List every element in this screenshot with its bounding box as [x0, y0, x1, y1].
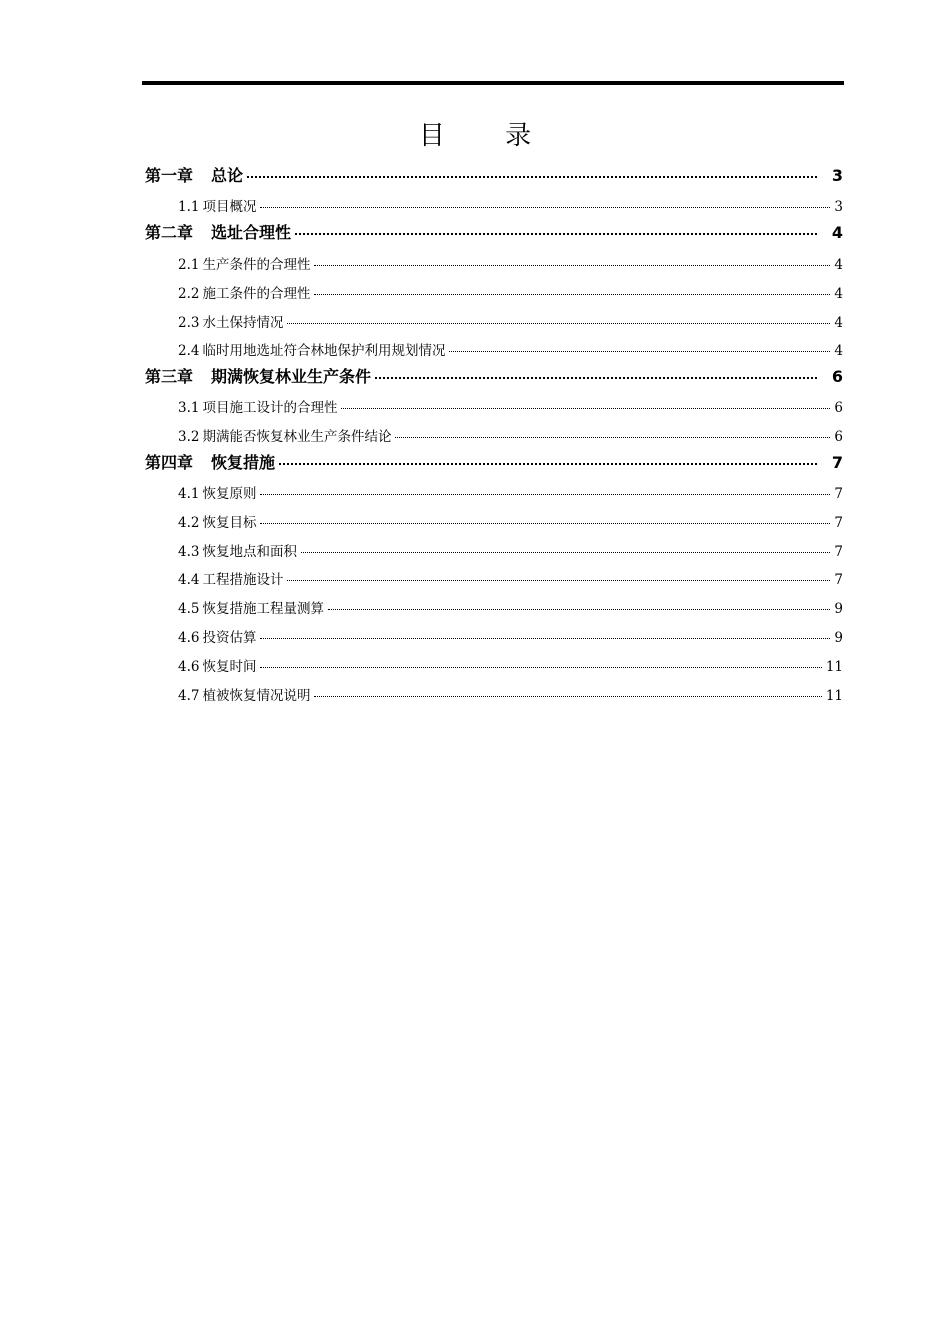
entry-title: 施工条件的合理性	[202, 285, 311, 302]
entry-title: 水土保持情况	[202, 314, 284, 331]
entry-number: 2.1	[178, 256, 200, 273]
dot-leader	[287, 566, 830, 581]
toc-entry-section-4-5[interactable]	[145, 598, 843, 618]
toc-entry-section-4-3[interactable]	[145, 541, 843, 561]
entry-page: 4	[834, 256, 843, 273]
entry-number: 4.1	[178, 485, 200, 502]
toc-entry-section-4-6b[interactable]	[145, 656, 843, 676]
entry-number: 2.3	[178, 314, 200, 331]
entry-title: 生产条件的合理性	[202, 256, 311, 273]
toc-entry-chapter-2[interactable]	[145, 220, 843, 244]
entry-page: 6	[831, 367, 843, 386]
dot-leader	[314, 682, 821, 697]
header-rule	[142, 81, 844, 85]
entry-title: 恢复措施	[211, 453, 276, 472]
entry-number: 4.4	[178, 571, 200, 588]
entry-title: 期满能否恢复林业生产条件结论	[202, 428, 392, 445]
entry-title: 期满恢复林业生产条件	[211, 367, 372, 386]
toc-entry-section-2-2[interactable]	[145, 283, 843, 303]
dot-leader	[279, 447, 817, 465]
entry-title: 工程措施设计	[202, 571, 284, 588]
toc-title: 目 录	[418, 121, 558, 151]
dot-leader	[301, 538, 830, 553]
toc-entry-chapter-1[interactable]	[145, 163, 843, 187]
entry-number: 2.4	[178, 342, 200, 359]
dot-leader	[260, 480, 830, 495]
entry-page: 9	[834, 629, 843, 646]
toc-entry-section-4-4[interactable]	[145, 569, 843, 589]
dot-leader	[314, 280, 830, 295]
toc-entry-chapter-3[interactable]	[145, 364, 843, 388]
entry-title: 总论	[211, 166, 244, 185]
entry-number: 第三章	[145, 367, 194, 386]
toc-entry-section-2-4[interactable]	[145, 340, 843, 360]
entry-number: 第四章	[145, 453, 194, 472]
entry-title: 恢复目标	[202, 514, 257, 531]
entry-page: 11	[825, 658, 843, 675]
dot-leader	[260, 624, 830, 639]
entry-number: 4.3	[178, 543, 200, 560]
entry-page: 9	[834, 600, 843, 617]
entry-number: 第二章	[145, 223, 194, 242]
entry-number: 2.2	[178, 285, 200, 302]
toc-entry-section-3-2[interactable]	[145, 426, 843, 446]
dot-leader	[314, 251, 830, 266]
toc-entry-section-2-3[interactable]	[145, 312, 843, 332]
entry-page: 11	[825, 687, 843, 704]
dot-leader	[295, 217, 817, 235]
entry-title: 恢复地点和面积	[202, 543, 297, 560]
toc-entry-section-4-1[interactable]	[145, 483, 843, 503]
entry-page: 4	[834, 314, 843, 331]
dot-leader	[375, 361, 817, 379]
dot-leader	[328, 595, 830, 610]
entry-page: 3	[831, 166, 843, 185]
entry-page: 7	[834, 514, 843, 531]
entry-page: 7	[834, 485, 843, 502]
dot-leader	[341, 394, 830, 409]
entry-title: 恢复措施工程量测算	[202, 600, 324, 617]
entry-page: 4	[831, 223, 843, 242]
entry-number: 4.7	[178, 687, 200, 704]
entry-number: 1.1	[178, 198, 200, 215]
toc-entry-section-3-1[interactable]	[145, 397, 843, 417]
dot-leader	[260, 653, 821, 668]
entry-page: 4	[834, 342, 843, 359]
toc-entry-section-2-1[interactable]	[145, 254, 843, 274]
dot-leader	[260, 509, 830, 524]
dot-leader	[395, 423, 830, 438]
dot-leader	[247, 160, 817, 178]
dot-leader	[449, 337, 830, 352]
entry-title: 恢复时间	[202, 658, 257, 675]
entry-number: 4.5	[178, 600, 200, 617]
entry-title: 投资估算	[202, 629, 257, 646]
entry-page: 6	[834, 428, 843, 445]
entry-number: 4.6	[178, 629, 200, 646]
entry-page: 3	[834, 198, 843, 215]
entry-number: 4.2	[178, 514, 200, 531]
entry-page: 6	[834, 399, 843, 416]
entry-title: 恢复原则	[202, 485, 257, 502]
toc-entry-section-4-6[interactable]	[145, 627, 843, 647]
toc-entry-section-4-2[interactable]	[145, 512, 843, 532]
entry-page: 7	[834, 543, 843, 560]
entry-number: 3.2	[178, 428, 200, 445]
entry-title: 项目施工设计的合理性	[202, 399, 338, 416]
dot-leader	[287, 309, 830, 324]
entry-title: 选址合理性	[211, 223, 292, 242]
entry-number: 3.1	[178, 399, 200, 416]
entry-page: 7	[831, 453, 843, 472]
entry-page: 7	[834, 571, 843, 588]
toc-entry-chapter-4[interactable]	[145, 450, 843, 474]
entry-page: 4	[834, 285, 843, 302]
entry-title: 临时用地选址符合林地保护利用规划情况	[202, 342, 446, 359]
toc-entry-section-4-7[interactable]	[145, 685, 843, 705]
entry-number: 第一章	[145, 166, 194, 185]
entry-number: 4.6	[178, 658, 200, 675]
toc-entry-section-1-1[interactable]	[145, 196, 843, 216]
dot-leader	[260, 193, 830, 208]
entry-title: 项目概况	[202, 198, 257, 215]
entry-title: 植被恢复情况说明	[202, 687, 311, 704]
